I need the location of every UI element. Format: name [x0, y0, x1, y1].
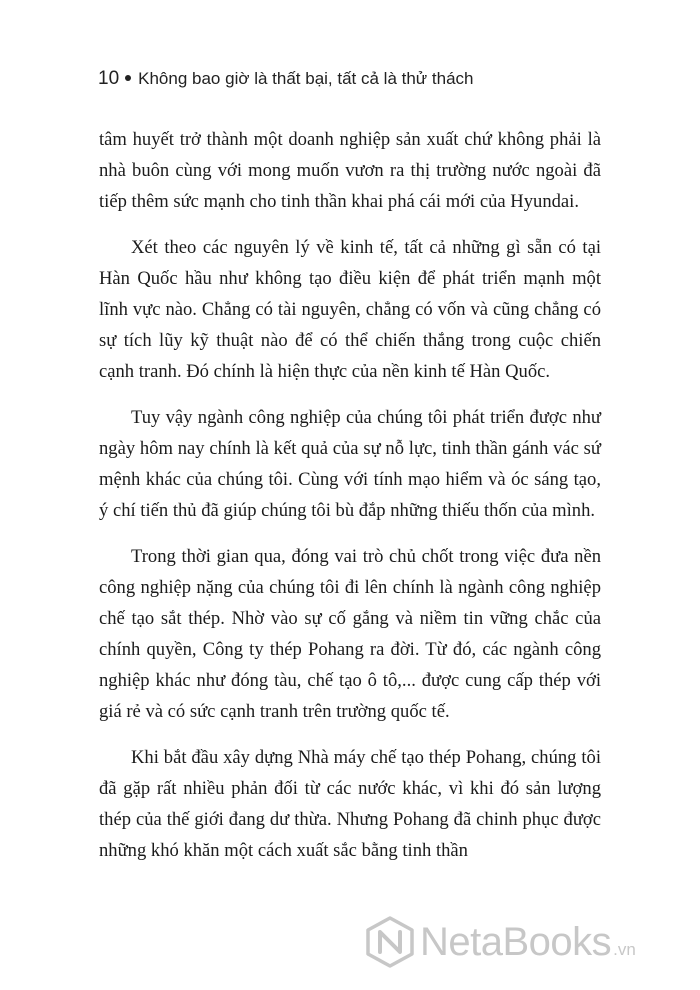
page-number: 10 [98, 68, 120, 89]
watermark [364, 916, 636, 968]
netabooks-logo-icon [364, 916, 416, 968]
paragraph-2: Xét theo các nguyên lý về kinh tế, tất cả những gì sẵn có tại Hàn Quốc hầu như không tạo điều kiện để phát triển mạnh một lĩnh vực nào. Chẳng có tài nguyên, chẳng có vốn và cũng chẳng có sự tích lũy kỹ thuật nào để có thể chiến thắng trong cuộc chiến cạnh tranh. Đó chính là hiện thực của nền kinh tế Hàn Quốc. [99, 237, 601, 382]
paragraph-4: Trong thời gian qua, đóng vai trò chủ chốt trong việc đưa nền công nghiệp nặng của chúng tôi đi lên chính là ngành công nghiệp chế tạo sắt thép. Nhờ vào sự cố gắng và niềm tin vững chắc của chính quyền, Công ty thép Pohang ra đời. Từ đó, các ngành công nghiệp khác như đóng tàu, chế tạo ô tô,... được cung cấp thép với giá rẻ và có sức cạnh tranh trên trường quốc tế. [99, 546, 601, 722]
running-title: Không bao giờ là thất bại, tất cả là thử thách [138, 69, 474, 88]
watermark-suffix: .vn [613, 940, 636, 959]
running-header [98, 68, 474, 90]
paragraph-5: Khi bắt đầu xây dựng Nhà máy chế tạo thép Pohang, chúng tôi đã gặp rất nhiều phản đối từ các nước khác, vì khi đó sản lượng thép của thế giới đang dư thừa. Nhưng Pohang đã chinh phục được những khó khăn một cách xuất sắc bằng tinh thần [99, 747, 601, 861]
paragraph-3: Tuy vậy ngành công nghiệp của chúng tôi phát triển được như ngày hôm nay chính là kết quả của sự nỗ lực, tinh thần gánh vác sứ mệnh khác của chúng tôi. Cùng với tính mạo hiểm và óc sáng tạo, ý chí tiến thủ đã giúp chúng tôi bù đắp những thiếu thốn của mình. [99, 407, 601, 521]
body-text [99, 124, 601, 881]
paragraph-1: tâm huyết trở thành một doanh nghiệp sản xuất chứ không phải là nhà buôn cùng với mong muốn vươn ra thị trường nước ngoài đã tiếp thêm sức mạnh cho tinh thần khai phá cái mới của Hyundai. [99, 129, 601, 212]
watermark-brand: NetaBooks [420, 919, 612, 964]
bullet-dot-icon [125, 75, 131, 81]
